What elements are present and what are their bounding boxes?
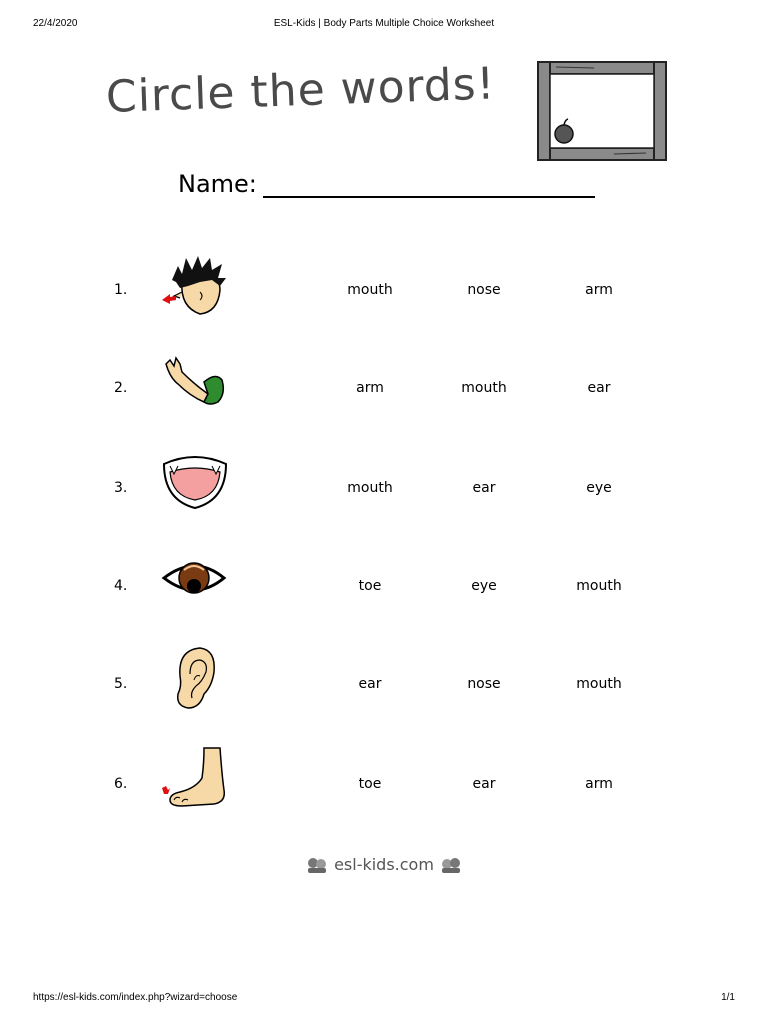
choice-word[interactable]: mouth: [576, 676, 622, 692]
name-row: [178, 170, 595, 198]
print-url[interactable]: https://esl-kids.com/index.php?wizard=choose: [33, 992, 238, 1003]
worksheet-heading: Circle the words!: [105, 58, 497, 123]
choice-word[interactable]: arm: [585, 776, 613, 792]
choice-word[interactable]: mouth: [461, 380, 507, 396]
print-date: 22/4/2020: [33, 18, 78, 29]
choice-word[interactable]: mouth: [576, 578, 622, 594]
choice-word[interactable]: eye: [471, 578, 497, 594]
logo-text: esl-kids.com: [334, 855, 434, 874]
page-number: 1/1: [721, 992, 735, 1003]
question-row: [0, 350, 768, 430]
choice-word[interactable]: arm: [585, 282, 613, 298]
question-number: 2.: [114, 380, 128, 396]
choice-word[interactable]: ear: [587, 380, 611, 396]
name-label: Name:: [178, 170, 257, 198]
head-nose-icon: [160, 252, 230, 322]
chalkboard-frame-icon: [534, 58, 670, 164]
choice-word[interactable]: nose: [467, 676, 501, 692]
foot-toe-icon: [160, 746, 230, 816]
choice-word[interactable]: eye: [586, 480, 612, 496]
kids-right-icon: [440, 856, 462, 874]
choice-word[interactable]: mouth: [347, 480, 393, 496]
question-number: 5.: [114, 676, 128, 692]
choice-word[interactable]: mouth: [347, 282, 393, 298]
question-number: 3.: [114, 480, 128, 496]
mouth-icon: [160, 450, 230, 520]
choice-word[interactable]: toe: [358, 776, 382, 792]
question-row: [0, 746, 768, 826]
choice-word[interactable]: ear: [358, 676, 382, 692]
esl-kids-logo: [0, 855, 768, 874]
choice-word[interactable]: ear: [472, 480, 496, 496]
choice-word[interactable]: toe: [358, 578, 382, 594]
arm-icon: [160, 350, 230, 420]
question-number: 6.: [114, 776, 128, 792]
kids-left-icon: [306, 856, 328, 874]
choice-word[interactable]: ear: [472, 776, 496, 792]
eye-icon: [160, 548, 230, 618]
question-row: [0, 450, 768, 530]
question-row: [0, 548, 768, 628]
question-number: 1.: [114, 282, 128, 298]
question-row: [0, 646, 768, 726]
name-field[interactable]: [263, 172, 595, 198]
print-header: [0, 18, 768, 32]
ear-icon: [160, 646, 230, 716]
choice-word[interactable]: nose: [467, 282, 501, 298]
choice-word[interactable]: arm: [356, 380, 384, 396]
print-footer: [0, 992, 768, 1006]
question-row: [0, 252, 768, 332]
print-title: ESL-Kids | Body Parts Multiple Choice Worksheet: [273, 18, 495, 29]
question-number: 4.: [114, 578, 128, 594]
